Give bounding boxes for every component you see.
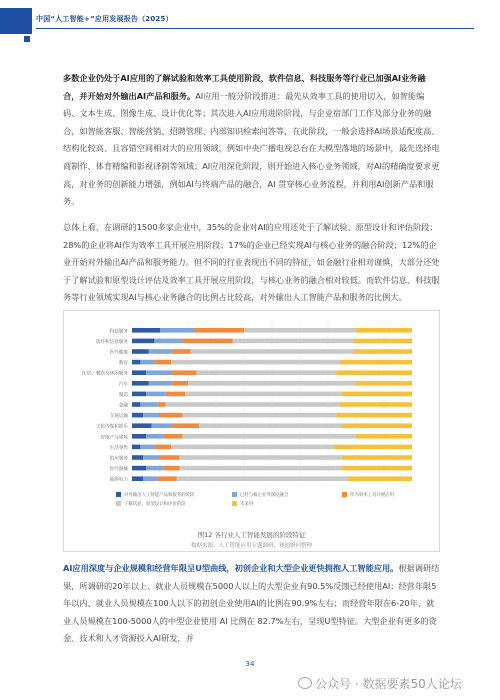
bar-segment xyxy=(132,339,154,344)
bar-segment xyxy=(132,360,140,365)
bar-segment xyxy=(166,402,340,407)
bar-segment xyxy=(132,466,146,471)
bar-segment xyxy=(132,381,149,386)
bar-segment xyxy=(348,476,412,481)
category-label: 科技服务 xyxy=(109,329,128,335)
bar-segment xyxy=(182,434,356,439)
bar-segment xyxy=(171,381,188,386)
bar-segment xyxy=(171,423,199,428)
bar-segment xyxy=(132,434,146,439)
bar-segment xyxy=(157,476,177,481)
bar-segment xyxy=(171,445,333,450)
bar-segment xyxy=(163,434,183,439)
bar-segment xyxy=(154,339,182,344)
bar-segment xyxy=(132,455,143,460)
page-number: 34 xyxy=(245,660,255,668)
bar-segment xyxy=(171,370,196,375)
report-header xyxy=(0,0,500,42)
header-rule xyxy=(36,28,474,29)
header-accent-block xyxy=(0,8,32,34)
bar-segment xyxy=(146,466,163,471)
bar-segment xyxy=(149,349,171,354)
category-label: 交通运输 xyxy=(109,414,128,420)
paragraph-scale-analysis xyxy=(63,560,440,648)
bar-segment xyxy=(149,381,171,386)
paragraph-body: AI应用一般分阶段推进：最先从效率工具的使用切入，如智能编码、文本生成、图像生成、设计优化等；其次进入AI应用进阶阶段，与企业宿部门工作及部分业务的融合，如智能客服、智能营销、招聘管理、内部知识检索问答等，在此阶段，一般会选择AI场景适配度高、结构化较高、且容错空间相对大的应用领域，例如中央广播电视总台在大模型落地的场景中，最先选择电商制作、体育精编和影视译制等领域；AI应用深化阶段，则开始进入核心业务领域，对AI的精确度要求更高，对业务的创新能力增强，例如AI与终端产品的融合，AI 贯穿核心业务流程，并利用AI创新产品和服务。 xyxy=(63,90,440,207)
legend-label: 对外输出人工智能产品和服务的阶段 xyxy=(124,493,195,498)
bar-segment xyxy=(199,423,342,428)
category-label: 文化传媒和娱乐 xyxy=(95,424,128,430)
category-label: 能源电力 xyxy=(109,477,128,483)
category-label: 教育 xyxy=(118,361,128,367)
bar-segment xyxy=(146,434,163,439)
category-label: 医疗器械 xyxy=(109,467,128,473)
bar-segment xyxy=(132,402,140,407)
bar-segment xyxy=(356,328,412,333)
bar-segment xyxy=(188,381,356,386)
legend-swatch xyxy=(342,492,347,497)
legend-swatch xyxy=(232,501,237,506)
bar-segment xyxy=(160,413,182,418)
bar-segment xyxy=(157,402,165,407)
bar-segment xyxy=(353,349,412,354)
header-marker xyxy=(24,36,30,42)
bar-segment xyxy=(194,328,244,333)
legend-swatch xyxy=(116,501,121,506)
bar-segment xyxy=(342,392,412,397)
bar-segment xyxy=(177,476,348,481)
bar-segment xyxy=(140,445,154,450)
paragraph-lead: 多数企业仍处于AI应用的了解试验和效率工具使用阶段，软件信息、科技服务等行业已加强AI业务融合，并开始对外输出AI产品和服务。 xyxy=(63,73,426,101)
bar-segment xyxy=(132,423,152,428)
legend-label: 了解试验、原型设计和评估阶段 xyxy=(124,502,186,507)
header-title: 中国“人工智能+”应用发展报告（2025） xyxy=(36,15,173,23)
bar-segment xyxy=(132,476,143,481)
bar-segment xyxy=(342,466,412,471)
bar-segment xyxy=(146,392,166,397)
paragraph-stage-overview xyxy=(63,70,440,211)
stacked-bar-chart xyxy=(64,311,439,526)
category-label: 制造 xyxy=(118,392,128,398)
paragraph-text: 总体上看，在调研的1500多家企业中，35%的企业对AI的应用还处于了解试验、原型设计和评估阶段；28%的企业将AI作为效率工具开展应用阶段；17%的企业已经实现AI与核心业务的融合阶段；12%的企业开始对外输出AI产品和服务能力。但不同的行业表现出不同的特征，如金融行业相对谨慎，大部分还处于了解试验和原型设计评估及效率工具开展应用阶段，与核心业务的融合相对较低。而软件信息、科技服务等行业领域实现AI与核心业务融合的比例占比较高，对外输出人工智能产品和服务的比例大。 xyxy=(63,222,440,303)
category-label: 住宿、餐饮及休闲服务 xyxy=(82,371,128,377)
industry-stage-chart xyxy=(63,310,440,552)
chart-caption: 图12 各行业人工智能发展的阶段特征 xyxy=(197,531,306,539)
bar-segment xyxy=(353,339,412,344)
bar-segment xyxy=(191,349,353,354)
legend-label: 未采用 xyxy=(240,502,254,507)
bar-segment xyxy=(166,392,186,397)
bar-segment xyxy=(339,360,412,365)
bar-segment xyxy=(163,466,180,471)
bar-segment xyxy=(342,423,412,428)
bar-segment xyxy=(180,455,342,460)
bar-segment xyxy=(356,381,412,386)
bar-segment xyxy=(132,370,146,375)
bar-segment xyxy=(334,445,412,450)
category-label: 供应服务 xyxy=(109,456,128,462)
legend-label: 作为效率工具开展应用 xyxy=(350,493,394,498)
category-label: 金融 xyxy=(118,403,128,409)
bar-segment xyxy=(143,413,160,418)
chart-source: 数据来源：人工智能应用专题调研，赛迪顾问整理 xyxy=(190,543,312,549)
bar-segment xyxy=(132,349,149,354)
bar-segment xyxy=(132,328,160,333)
bar-segment xyxy=(196,370,336,375)
category-label: 软件和信息服务 xyxy=(95,339,128,345)
bar-segment xyxy=(233,339,353,344)
bar-segment xyxy=(154,445,171,450)
paragraph-lead: AI应用深度与企业规模和经营年限呈U型曲线，初创企业和大型企业更快拥抱人工智能应用。 xyxy=(63,563,399,573)
bar-segment xyxy=(182,413,336,418)
bar-segment xyxy=(336,370,412,375)
category-label: 汽车 xyxy=(118,382,128,388)
watermark xyxy=(298,675,462,692)
bar-segment xyxy=(140,360,154,365)
category-label: 医疗健康 xyxy=(109,350,128,356)
bar-segment xyxy=(140,402,157,407)
bar-segment xyxy=(339,402,412,407)
bar-segment xyxy=(152,423,172,428)
category-label: 生活零售 xyxy=(109,445,128,451)
bar-segment xyxy=(160,328,194,333)
bar-segment xyxy=(160,455,180,460)
bar-segment xyxy=(356,434,412,439)
bar-segment xyxy=(336,413,412,418)
bar-segment xyxy=(143,476,157,481)
bar-segment xyxy=(154,360,171,365)
bar-segment xyxy=(171,360,339,365)
bar-segment xyxy=(143,455,160,460)
paragraph-body: 根据调研结果，所调研的20年以上、就业人员规模在5000人以上的大型企业有90.5%反馈已经使用AI；经营年限5年以内、就业人员规模在100人以下的初创企业使用AI的比例在90.9%左右；而经营年限在6-20年、就业人员规模在100-5000人的中型企业使用 AI 比例在 82.7%左右，呈现U型特征。大型企业有更多的资金、技术和人才资源投入AI研发，并 xyxy=(63,563,440,644)
category-label: 房地产与建筑 xyxy=(100,435,128,441)
bar-segment xyxy=(171,349,191,354)
bar-segment xyxy=(146,370,171,375)
legend-swatch xyxy=(232,492,237,497)
watermark-text: 公众号 · 数据要素50人论坛 xyxy=(315,677,462,691)
bar-segment xyxy=(244,328,356,333)
wechat-icon xyxy=(298,677,312,689)
bar-segment xyxy=(132,392,146,397)
bar-segment xyxy=(185,392,342,397)
bar-segment xyxy=(132,413,143,418)
legend-label: 已经与核心业务深度融合 xyxy=(240,493,289,498)
paragraph-survey-summary xyxy=(63,219,440,307)
legend-swatch xyxy=(116,492,121,497)
bar-segment xyxy=(342,455,412,460)
bar-segment xyxy=(182,339,232,344)
bar-segment xyxy=(180,466,342,471)
bar-segment xyxy=(132,445,140,450)
